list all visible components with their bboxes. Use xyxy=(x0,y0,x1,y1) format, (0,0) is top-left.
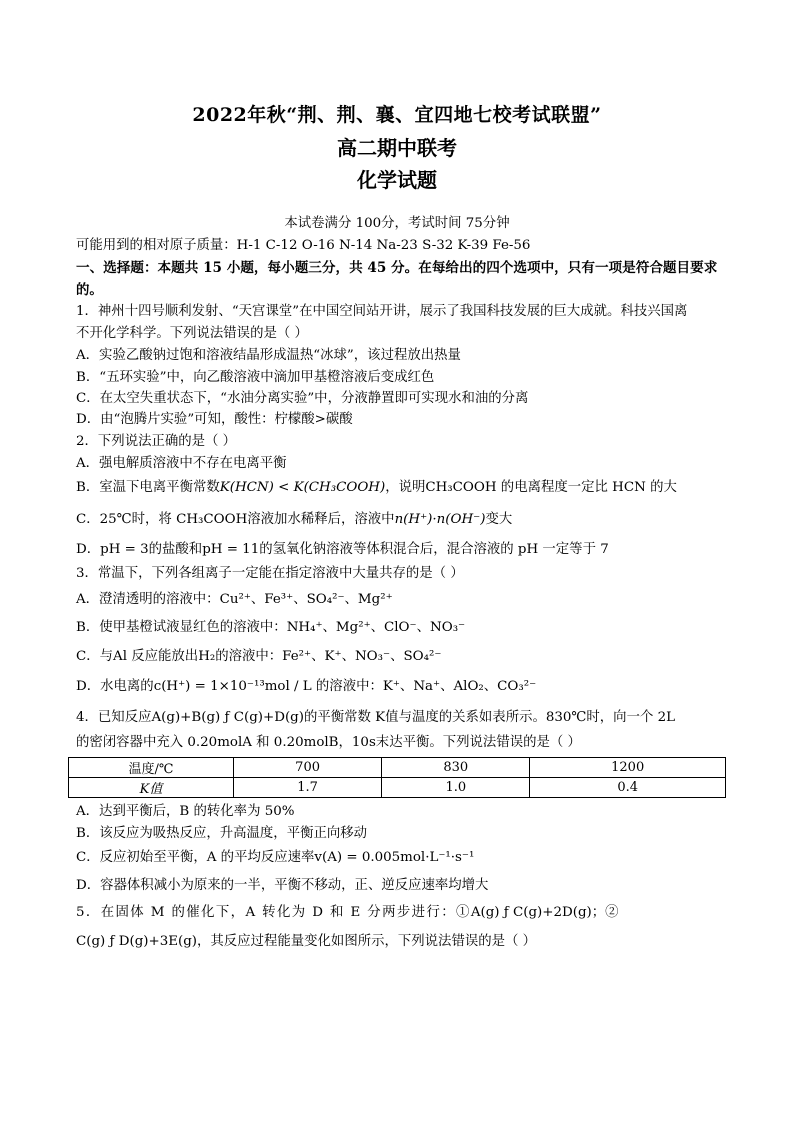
q4-stem-cont: 的密闭容器中充入 0.20molA 和 0.20molB，10s末达平衡。下列说法错误的是（ ） xyxy=(76,735,581,750)
section-heading-cont: 的。 xyxy=(76,282,103,298)
table-cell: 1.7 xyxy=(234,778,382,798)
q4-option-d: D．容器体积减小为原来的一半，平衡不移动，正、逆反应速率均增大 xyxy=(76,878,489,893)
q5-reaction-2: C(g) ƒ D(g)+3E(g) xyxy=(76,934,198,949)
q3-option-c: C．与Al 反应能放出H₂的溶液中：Fe²⁺、K⁺、NO₃⁻、SO₄²⁻ xyxy=(76,649,442,664)
exam-title: 2022年秋“荆、荆、襄、宜四地七校考试联盟” xyxy=(192,104,602,126)
q4-stem-pre: 4．已知反应 xyxy=(76,710,152,725)
q5-stem-post: ，其反应过程能量变化如图所示，下列说法错误的是（ ） xyxy=(197,934,537,949)
q5-reaction-1: A(g) ƒ C(g)+2D(g)；② xyxy=(470,905,619,920)
q2-option-b-pre: B．室温下电离平衡常数 xyxy=(76,480,220,495)
table-cell: 1.0 xyxy=(382,778,530,798)
q2-option-a: A．强电解质溶液中不存在电离平衡 xyxy=(76,456,287,471)
exam-subtitle: 高二期中联考 xyxy=(337,136,457,160)
q2-option-c-pre: C．25℃时，将 CH₃COOH溶液加水稀释后，溶液中 xyxy=(76,512,395,527)
subject-title: 化学试题 xyxy=(357,168,437,192)
q5-stem-pre: 5．在固体 M 的催化下，A 转化为 D 和 E 分两步进行：① xyxy=(76,905,471,920)
q4-stem xyxy=(76,708,726,728)
q3-stem: 3．常温下，下列各组离子一定能在指定溶液中大量共存的是（ ） xyxy=(76,566,464,581)
q2-option-b-expr: K(HCN) < K(CH₃COOH) xyxy=(219,480,386,495)
score-time-note: 本试卷满分 100分，考试时间 75分钟 xyxy=(284,216,510,231)
q4-option-c-pre: C．反应初始至平衡，A 的平均反应速率 xyxy=(76,850,315,865)
table-cell: K值 xyxy=(69,778,234,798)
k-value-table xyxy=(68,757,726,798)
q2-option-c-post: 变大 xyxy=(485,512,513,527)
q3-option-a: A．澄清透明的溶液中：Cu²⁺、Fe³⁺、SO₄²⁻、Mg²⁺ xyxy=(76,592,393,607)
table-row xyxy=(69,758,726,778)
q4-option-c xyxy=(76,848,726,868)
q4-reaction: A(g)+B(g) ƒ C(g)+D(g) xyxy=(151,710,304,725)
q4-option-c-expr: v(A) = 0.005mol·L⁻¹·s⁻¹ xyxy=(314,850,475,865)
q3-option-b: B．使甲基橙试液显红色的溶液中：NH₄⁺、Mg²⁺、ClO⁻、NO₃⁻ xyxy=(76,620,466,635)
table-header-cell: 700 xyxy=(234,758,382,778)
q1-option-c: C．在太空失重状态下，“水油分离实验”中，分液静置即可实现水和油的分离 xyxy=(76,391,529,406)
table-header-cell: 温度/℃ xyxy=(69,758,234,778)
q4-option-a: A．达到平衡后，B 的转化率为 50% xyxy=(76,804,295,819)
q2-stem: 2．下列说法正确的是（ ） xyxy=(76,434,237,449)
q5-stem-cont xyxy=(76,932,726,952)
q1-stem: 1．神州十四号顺利发射、“天宫课堂”在中国空间站开讲，展示了我国科技发展的巨大成就。科技兴国离 xyxy=(76,304,688,319)
atomic-masses: 可能用到的相对原子质量：H-1 C-12 O-16 N-14 Na-23 S-32 K-39 Fe-56 xyxy=(76,238,531,253)
q5-stem xyxy=(76,903,726,923)
table-header-cell: 830 xyxy=(382,758,530,778)
q2-option-d: D．pH = 3的盐酸和pH = 11的氢氧化钠溶液等体积混合后，混合溶液的 pH 一定等于 7 xyxy=(76,542,609,557)
q4-stem-post: 的平衡常数 K值与温度的关系如表所示。830℃时，向一个 2L xyxy=(303,710,676,725)
table-row xyxy=(69,778,726,798)
q2-option-c xyxy=(76,510,726,530)
q2-option-c-expr: n(H⁺)·n(OH⁻) xyxy=(394,512,486,527)
table-header-cell: 1200 xyxy=(530,758,726,778)
table-cell: 0.4 xyxy=(530,778,726,798)
q1-option-a: A．实验乙酸钠过饱和溶液结晶形成温热“冰球”，该过程放出热量 xyxy=(76,348,461,363)
q1-option-b: B．“五环实验”中，向乙酸溶液中滴加甲基橙溶液后变成红色 xyxy=(76,370,435,385)
q1-option-d: D．由“泡腾片实验”可知，酸性：柠檬酸>碳酸 xyxy=(76,412,353,427)
section-heading: 一、选择题：本题共 15 小题，每小题三分，共 45 分。在每给出的四个选项中，只有一项是符合题目要求 xyxy=(76,260,718,276)
q2-option-b xyxy=(76,478,726,498)
q2-option-b-post: ，说明CH₃COOH 的电离程度一定比 HCN 的大 xyxy=(385,480,677,495)
q3-option-d: D．水电离的c(H⁺) = 1×10⁻¹³mol / L 的溶液中：K⁺、Na⁺、AlO₂、CO₃²⁻ xyxy=(76,679,537,694)
q1-stem-cont: 不开化学科学。下列说法错误的是（ ） xyxy=(76,326,308,341)
q4-option-b: B．该反应为吸热反应，升高温度，平衡正向移动 xyxy=(76,826,368,841)
